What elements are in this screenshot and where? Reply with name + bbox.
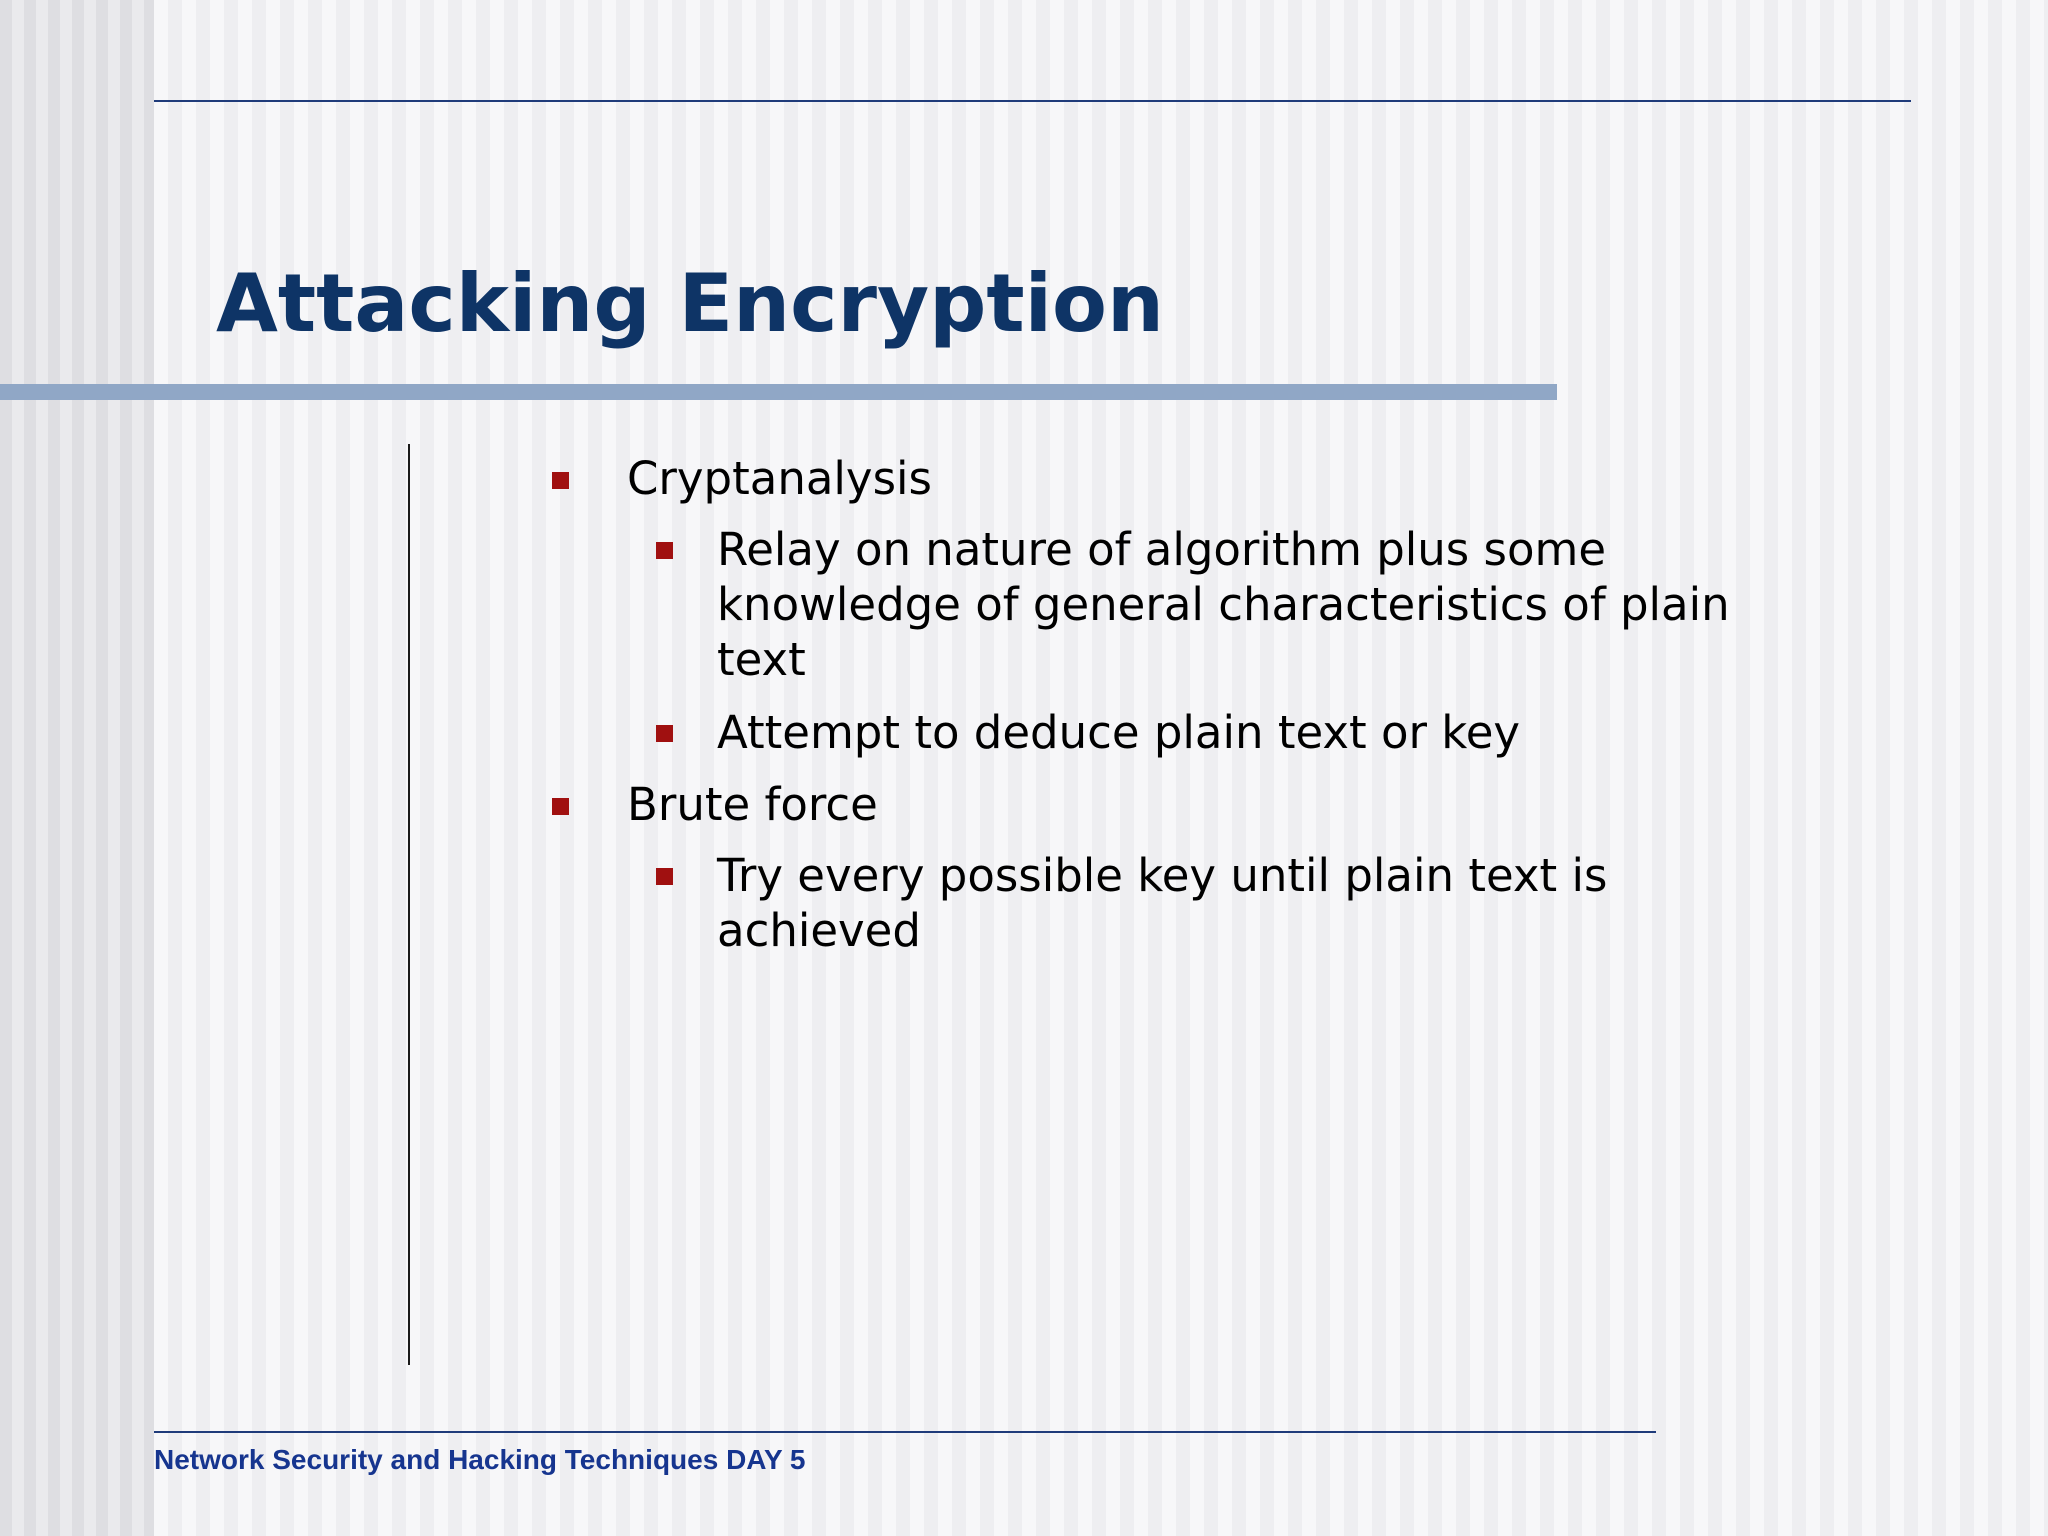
bullet-item-cryptanalysis <box>552 452 1782 507</box>
square-bullet-icon <box>552 472 569 489</box>
square-bullet-icon <box>552 798 569 815</box>
square-bullet-icon <box>656 868 673 885</box>
square-bullet-icon <box>656 542 673 559</box>
top-divider-line <box>154 100 1911 102</box>
bullet-text: Cryptanalysis <box>627 452 932 505</box>
bullet-list <box>552 452 1782 977</box>
vertical-divider-line <box>408 444 410 1365</box>
sub-bullet-item <box>656 706 1782 761</box>
square-bullet-icon <box>656 725 673 742</box>
bullet-text: Brute force <box>627 778 878 832</box>
footer-text: Network Security and Hacking Techniques DAY 5 <box>154 1444 806 1475</box>
title-underline-bar <box>0 384 1557 400</box>
sub-bullet-item <box>656 849 1782 959</box>
slide-title: Attacking Encryption <box>216 257 1164 350</box>
footer-divider-line <box>154 1431 1656 1433</box>
bullet-item-brute-force <box>552 778 1782 833</box>
left-background-band <box>0 0 154 1536</box>
sub-bullet-text: Try every possible key until plain text is achieved <box>717 849 1608 958</box>
sub-bullet-text: Relay on nature of algorithm plus some knowledge of general characteristics of plain text <box>717 522 1730 686</box>
sub-bullet-item <box>656 523 1782 688</box>
sub-bullet-text: Attempt to deduce plain text or key <box>717 705 1521 759</box>
